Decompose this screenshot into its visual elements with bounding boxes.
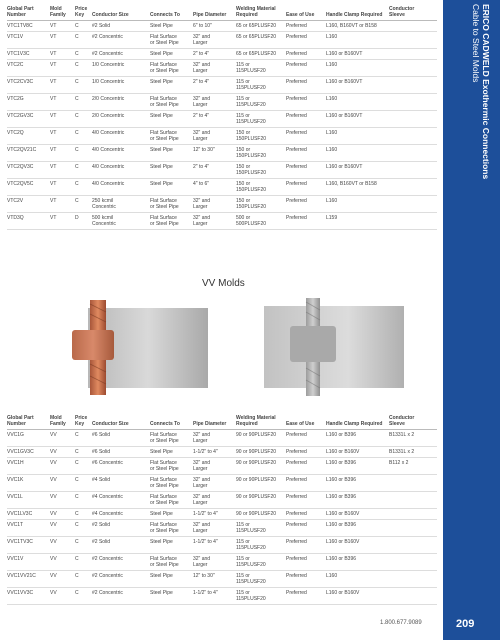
column-header: Price Key (75, 415, 88, 427)
table-cell: 4/0 Concentric (92, 130, 125, 136)
table-cell: VV (50, 449, 57, 455)
table-row (7, 447, 437, 458)
table-cell: L160 (326, 130, 338, 136)
column-header: Global Part Number (7, 415, 34, 427)
table-cell: VT (50, 181, 57, 187)
table-cell: C (75, 130, 79, 136)
table-cell: L160 or B396 (326, 432, 357, 438)
table-row (7, 430, 437, 447)
table-row (7, 475, 437, 492)
sidebar-subtitle: Cable to Steel Molds (471, 4, 481, 83)
table-cell: 150 or 150PLUSF20 (236, 181, 267, 193)
table-cell: VVC1L (7, 494, 23, 500)
table-cell: 32" and Larger (193, 198, 211, 210)
table-cell: Steel Pipe (150, 511, 173, 517)
table-cell: Preferred (286, 147, 307, 153)
footer-phone: 1.800.677.9089 (380, 620, 422, 626)
table-cell: 32" and Larger (193, 34, 211, 46)
column-header: Conductor Sleeve (389, 415, 415, 427)
table-cell: L160 or B160VT (326, 113, 363, 119)
table-cell: 90 or 90PLUSF20 (236, 432, 277, 438)
table-cell: C (75, 113, 79, 119)
table-cell: VV (50, 556, 57, 562)
table-cell: VTC1TV8C (7, 23, 33, 29)
table-cell: 4/0 Concentric (92, 147, 125, 153)
table-row (7, 537, 437, 554)
table-row (7, 179, 437, 196)
table-cell: VT (50, 130, 57, 136)
table-cell: VTC1V3C (7, 51, 30, 57)
table-cell: VT (50, 96, 57, 102)
sidebar-heading (471, 4, 491, 179)
table-cell: Preferred (286, 449, 307, 455)
table-cell: Preferred (286, 215, 307, 221)
table-row (7, 492, 437, 509)
table-cell: 32" and Larger (193, 215, 211, 227)
table-cell: Flat Surface or Steel Pipe (150, 432, 179, 444)
table-cell: 2" to 4" (193, 51, 210, 57)
table-cell: L159 (326, 215, 338, 221)
table-cell: L160, B160VT or B158 (326, 23, 377, 29)
table-cell: Preferred (286, 113, 307, 119)
table-cell: 115 or 115PLUSF20 (236, 96, 266, 108)
table-cell: #4 Concentric (92, 511, 123, 517)
table-cell: 1/0 Concentric (92, 62, 125, 68)
table-cell: 2/0 Concentric (92, 113, 125, 119)
table-cell: Preferred (286, 96, 307, 102)
table-cell: Preferred (286, 164, 307, 170)
table-row (7, 111, 437, 128)
table-cell: Steel Pipe (150, 181, 173, 187)
table-cell: 32" and Larger (193, 130, 211, 142)
table-cell: C (75, 460, 79, 466)
table-cell: VTC2CV3C (7, 79, 34, 85)
table-cell: VT (50, 215, 57, 221)
table-header (7, 6, 437, 21)
table-cell: C (75, 198, 79, 204)
table-cell: Preferred (286, 432, 307, 438)
table-row (7, 21, 437, 32)
column-header: Welding Material Required (236, 415, 276, 427)
table-cell: L160 or B396 (326, 477, 357, 483)
table-cell: C (75, 79, 79, 85)
table-cell: Steel Pipe (150, 539, 173, 545)
table-cell: Steel Pipe (150, 590, 173, 596)
table-cell: VT (50, 79, 57, 85)
table-cell: Steel Pipe (150, 51, 173, 57)
column-header: Conductor Size (92, 421, 129, 427)
table-cell: C (75, 573, 79, 579)
table-cell: 115 or 115PLUSF20 (236, 62, 266, 74)
table-cell: 115 or 115PLUSF20 (236, 539, 266, 551)
table-cell: Steel Pipe (150, 573, 173, 579)
table-cell: 500 kcmil Concentric (92, 215, 116, 227)
table-cell: VV (50, 432, 57, 438)
table-row (7, 60, 437, 77)
table-cell: L160 or B160VT (326, 51, 363, 57)
table-cell: 115 or 115PLUSF20 (236, 79, 266, 91)
table-cell: 115 or 115PLUSF20 (236, 556, 266, 568)
table-cell: Preferred (286, 539, 307, 545)
table-cell: C (75, 511, 79, 517)
column-header: Welding Material Required (236, 6, 276, 18)
table-cell: 32" and Larger (193, 96, 211, 108)
table-cell: L160 or B160VT (326, 164, 363, 170)
table-row (7, 571, 437, 588)
table-cell: 1-1/2" to 4" (193, 539, 218, 545)
table-cell: 65 or 65PLUSF20 (236, 34, 277, 40)
table-cell: VVC1H (7, 460, 24, 466)
table-cell: Preferred (286, 23, 307, 29)
column-header: Connects To (150, 12, 180, 18)
table-cell: #2 Concentric (92, 590, 123, 596)
table-cell: VT (50, 198, 57, 204)
table-cell: 1/0 Concentric (92, 79, 125, 85)
column-header: Handle Clamp Required (326, 12, 383, 18)
table-cell: 65 or 65PLUSF20 (236, 23, 277, 29)
table-cell: Preferred (286, 62, 307, 68)
table-cell: L160 (326, 198, 338, 204)
table-cell: C (75, 522, 79, 528)
table-cell: C (75, 181, 79, 187)
table-cell: B1331L x 2 (389, 449, 415, 455)
table-cell: L160 (326, 62, 338, 68)
column-header: Mold Family (50, 415, 66, 427)
table-row (7, 520, 437, 537)
table-row (7, 196, 437, 213)
table-cell: C (75, 62, 79, 68)
table-cell: 90 or 90PLUSF20 (236, 511, 277, 517)
table-cell: #4 Solid (92, 477, 111, 483)
table-cell: VV (50, 539, 57, 545)
table-cell: #2 Concentric (92, 556, 123, 562)
table-cell: L160 or B396 (326, 494, 357, 500)
table-row (7, 213, 437, 230)
vv-mold-connection-image-1 (18, 300, 218, 395)
table-cell: Steel Pipe (150, 147, 173, 153)
table-cell: L160 or B396 (326, 460, 357, 466)
table-cell: 150 or 150PLUSF20 (236, 130, 267, 142)
table-cell: L160 or B160V (326, 539, 360, 545)
column-header: Conductor Sleeve (389, 6, 415, 18)
table-cell: 65 or 65PLUSF20 (236, 51, 277, 57)
table-cell: 150 or 150PLUSF20 (236, 164, 267, 176)
table-cell: L160 (326, 147, 338, 153)
table-cell: 4/0 Concentric (92, 164, 125, 170)
table-cell: Preferred (286, 34, 307, 40)
table-cell: Preferred (286, 522, 307, 528)
table-row (7, 588, 437, 605)
table-cell: L160 (326, 573, 338, 579)
table-cell: B112 x 2 (389, 460, 409, 466)
table-cell: 500 or 500PLUSF20 (236, 215, 267, 227)
table-row (7, 554, 437, 571)
table-cell: VTC2QV3C (7, 164, 34, 170)
table-cell: Preferred (286, 181, 307, 187)
table-cell: VV (50, 590, 57, 596)
table-cell: 12" to 30" (193, 573, 215, 579)
table-cell: C (75, 432, 79, 438)
table-cell: Preferred (286, 51, 307, 57)
table-cell: B1331L x 2 (389, 432, 415, 438)
table-cell: VT (50, 34, 57, 40)
table-cell: 32" and Larger (193, 522, 211, 534)
table-cell: Preferred (286, 556, 307, 562)
table-cell: 2/0 Concentric (92, 96, 125, 102)
table-cell: C (75, 556, 79, 562)
table-cell: 115 or 115PLUSF20 (236, 573, 266, 585)
table-cell: 250 kcmil Concentric (92, 198, 116, 210)
table-cell: VTC2QV5C (7, 181, 34, 187)
sidebar-title: ERICO CADWELD Exothermic Connections (481, 4, 491, 180)
table-cell: C (75, 477, 79, 483)
table-cell: #2 Solid (92, 522, 111, 528)
column-header: Pipe Diameter (193, 12, 227, 18)
table-cell: #2 Solid (92, 23, 111, 29)
table-cell: #6 Solid (92, 449, 111, 455)
table-cell: VVC1VV3C (7, 590, 34, 596)
column-header: Pipe Diameter (193, 421, 227, 427)
table-cell: C (75, 51, 79, 57)
table-cell: Steel Pipe (150, 23, 173, 29)
table-cell: 2" to 4" (193, 79, 210, 85)
table-cell: Steel Pipe (150, 164, 173, 170)
table-row (7, 32, 437, 49)
table-cell: C (75, 449, 79, 455)
table-cell: L160 or B160V (326, 449, 360, 455)
table-cell: 1-1/2" to 4" (193, 449, 218, 455)
table-cell: C (75, 164, 79, 170)
table-cell: L160 (326, 96, 338, 102)
vv-mold-connection-image-2 (250, 298, 440, 396)
table-header (7, 415, 437, 430)
table-cell: VTC2V (7, 198, 24, 204)
table-cell: #6 Solid (92, 432, 111, 438)
table-cell: 12" to 30" (193, 147, 215, 153)
table-cell: 6" to 10" (193, 23, 212, 29)
table-cell: 115 or 115PLUSF20 (236, 590, 266, 602)
table-cell: Flat Surface or Steel Pipe (150, 460, 179, 472)
table-cell: VT (50, 113, 57, 119)
vt-molds-table (7, 6, 437, 230)
table-cell: Flat Surface or Steel Pipe (150, 522, 179, 534)
table-cell: VT (50, 62, 57, 68)
table-cell: 90 or 90PLUSF20 (236, 477, 277, 483)
table-cell: Preferred (286, 198, 307, 204)
table-cell: C (75, 539, 79, 545)
table-cell: VVC1LV3C (7, 511, 33, 517)
table-cell: 1-1/2" to 4" (193, 590, 218, 596)
table-cell: 150 or 150PLUSF20 (236, 147, 267, 159)
table-row (7, 145, 437, 162)
table-row (7, 94, 437, 111)
table-cell: VVC1T (7, 522, 24, 528)
table-cell: VV (50, 522, 57, 528)
table-cell: L160 or B396 (326, 522, 357, 528)
table-cell: Steel Pipe (150, 113, 173, 119)
table-cell: L160 (326, 34, 338, 40)
table-cell: L160 or B160V (326, 590, 360, 596)
table-cell: 32" and Larger (193, 477, 211, 489)
table-cell: VTC2QV21C (7, 147, 37, 153)
table-cell: VV (50, 460, 57, 466)
table-row (7, 49, 437, 60)
table-cell: Flat Surface or Steel Pipe (150, 62, 179, 74)
table-cell: 115 or 115PLUSF20 (236, 113, 266, 125)
table-cell: #4 Concentric (92, 494, 123, 500)
table-cell: #6 Concentric (92, 460, 123, 466)
table-cell: VT (50, 164, 57, 170)
table-cell: Preferred (286, 590, 307, 596)
table-cell: VV (50, 511, 57, 517)
table-cell: Flat Surface or Steel Pipe (150, 556, 179, 568)
table-cell: 2" to 4" (193, 164, 210, 170)
page-number: 209 (456, 618, 475, 630)
column-header: Price Key (75, 6, 88, 18)
table-cell: Flat Surface or Steel Pipe (150, 130, 179, 142)
table-cell: VVC1VV21C (7, 573, 36, 579)
table-cell: VV (50, 573, 57, 579)
table-row (7, 128, 437, 145)
column-header: Global Part Number (7, 6, 34, 18)
table-cell: 32" and Larger (193, 432, 211, 444)
table-cell: Preferred (286, 460, 307, 466)
table-cell: 150 or 150PLUSF20 (236, 198, 267, 210)
column-header: Mold Family (50, 6, 66, 18)
table-cell: VT (50, 23, 57, 29)
table-cell: VV (50, 494, 57, 500)
table-cell: 32" and Larger (193, 62, 211, 74)
table-cell: L160, B160VT or B158 (326, 181, 377, 187)
table-cell: Flat Surface or Steel Pipe (150, 215, 179, 227)
table-cell: 1-1/2" to 4" (193, 511, 218, 517)
table-cell: 90 or 90PLUSF20 (236, 460, 277, 466)
table-cell: VTC2C (7, 62, 24, 68)
table-cell: VTC1V (7, 34, 24, 40)
column-header: Ease of Use (286, 421, 315, 427)
table-cell: Preferred (286, 130, 307, 136)
table-cell: 4" to 6" (193, 181, 210, 187)
column-header: Connects To (150, 421, 180, 427)
table-cell: VT (50, 51, 57, 57)
table-cell: Preferred (286, 477, 307, 483)
table-cell: L160 or B160V (326, 511, 360, 517)
table-cell: VVC1V (7, 556, 24, 562)
column-header: Ease of Use (286, 12, 315, 18)
column-header: Conductor Size (92, 12, 129, 18)
vv-section-title: VV Molds (202, 278, 245, 289)
table-cell: VTC2Q (7, 130, 24, 136)
table-row (7, 458, 437, 475)
table-cell: L160 or B160VT (326, 79, 363, 85)
table-cell: C (75, 147, 79, 153)
table-row (7, 162, 437, 179)
table-cell: #2 Solid (92, 539, 111, 545)
table-cell: Preferred (286, 494, 307, 500)
table-cell: #2 Concentric (92, 573, 123, 579)
table-cell: C (75, 34, 79, 40)
table-cell: VV (50, 477, 57, 483)
table-cell: Preferred (286, 79, 307, 85)
table-cell: VTD3Q (7, 215, 24, 221)
table-cell: Preferred (286, 573, 307, 579)
table-cell: Flat Surface or Steel Pipe (150, 34, 179, 46)
table-cell: VT (50, 147, 57, 153)
table-cell: Steel Pipe (150, 449, 173, 455)
table-cell: Flat Surface or Steel Pipe (150, 477, 179, 489)
table-cell: Steel Pipe (150, 79, 173, 85)
table-cell: 32" and Larger (193, 460, 211, 472)
table-cell: 32" and Larger (193, 494, 211, 506)
table-cell: L160 or B396 (326, 556, 357, 562)
table-cell: VVC1GV3C (7, 449, 34, 455)
table-cell: 2" to 4" (193, 113, 210, 119)
table-cell: #2 Concentric (92, 51, 123, 57)
table-cell: VVC1TV3C (7, 539, 33, 545)
table-cell: Flat Surface or Steel Pipe (150, 96, 179, 108)
table-cell: VTC2G (7, 96, 24, 102)
table-cell: C (75, 23, 79, 29)
table-cell: C (75, 590, 79, 596)
table-row (7, 77, 437, 94)
table-cell: 32" and Larger (193, 556, 211, 568)
table-cell: 90 or 90PLUSF20 (236, 494, 277, 500)
table-cell: VTC2GV3C (7, 113, 34, 119)
table-cell: C (75, 96, 79, 102)
table-cell: Flat Surface or Steel Pipe (150, 494, 179, 506)
column-header: Handle Clamp Required (326, 421, 383, 427)
table-cell: C (75, 494, 79, 500)
table-cell: VVC1G (7, 432, 24, 438)
table-cell: Preferred (286, 511, 307, 517)
table-cell: 115 or 115PLUSF20 (236, 522, 266, 534)
table-cell: VVC1K (7, 477, 24, 483)
table-cell: Flat Surface or Steel Pipe (150, 198, 179, 210)
table-cell: 90 or 90PLUSF20 (236, 449, 277, 455)
table-cell: D (75, 215, 79, 221)
table-row (7, 509, 437, 520)
vv-molds-table (7, 415, 437, 605)
table-cell: 4/0 Concentric (92, 181, 125, 187)
table-cell: #2 Concentric (92, 34, 123, 40)
